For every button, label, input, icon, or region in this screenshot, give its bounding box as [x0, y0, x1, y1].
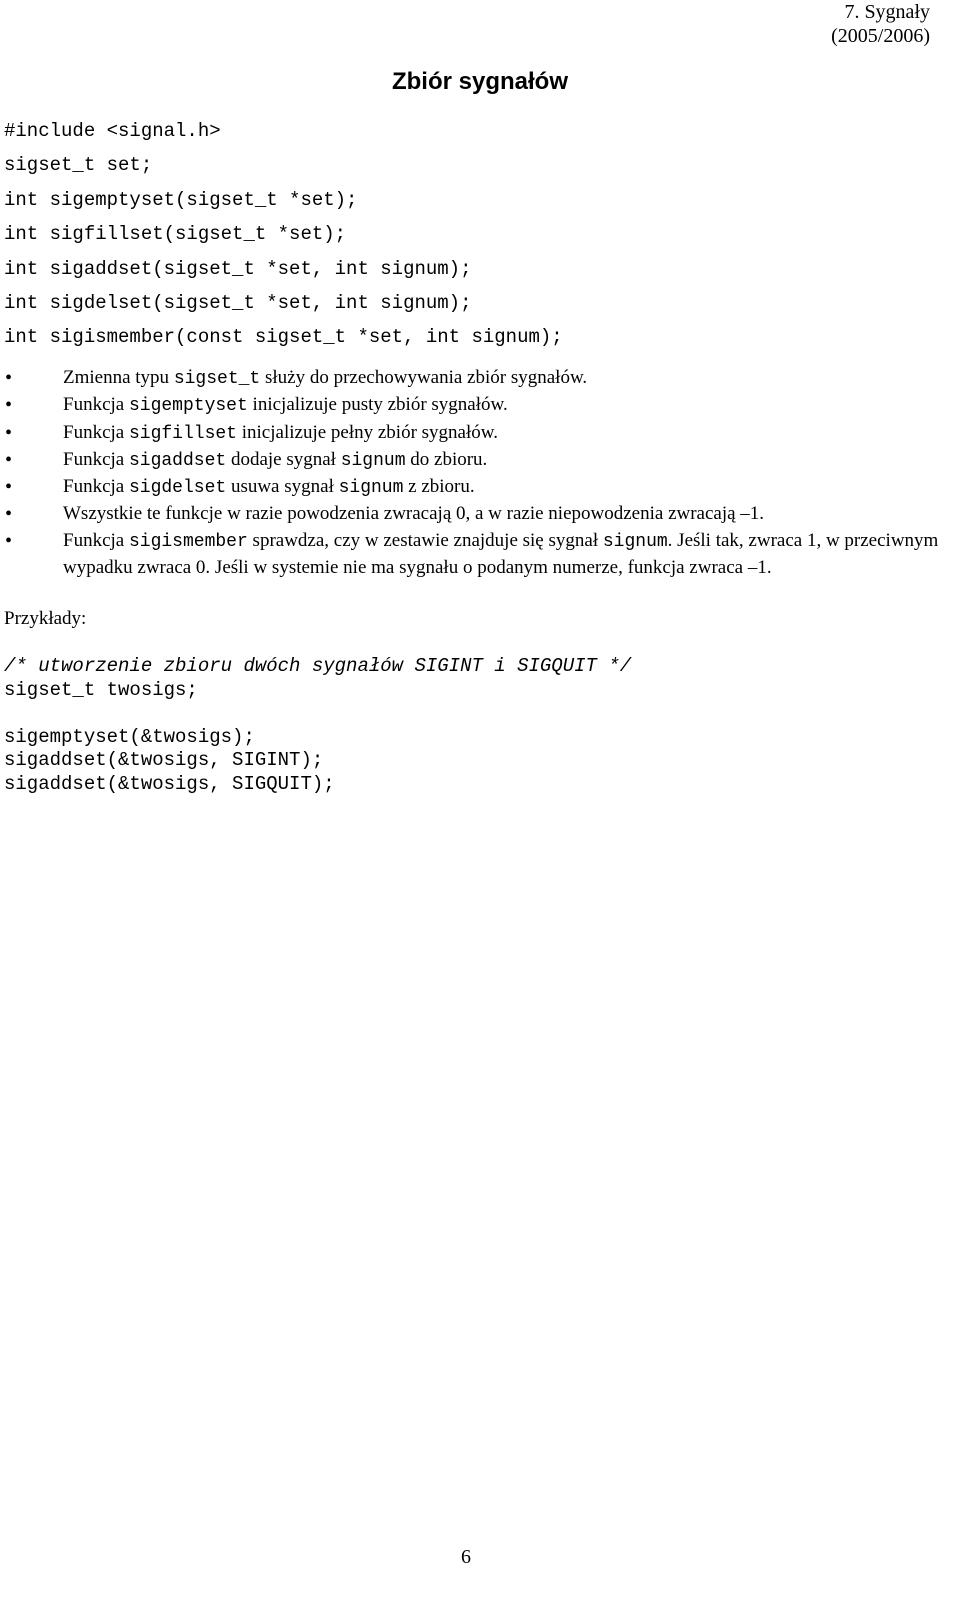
- code-comment: /* utworzenie zbioru dwóch sygnałów SIGINT i SIGQUIT */: [4, 655, 632, 677]
- code-line: sigset_t set;: [4, 154, 153, 177]
- bullet-text: służy do przechowywania zbiór sygnałów.: [260, 367, 588, 388]
- bullet-text: usuwa sygnał: [226, 476, 339, 498]
- year-label: (2005/2006): [831, 25, 930, 47]
- bullet-text: z zbioru.: [403, 476, 475, 498]
- inline-code: signum: [340, 450, 406, 471]
- example-code-block: [4, 655, 631, 797]
- code-line: sigset_t twosigs;: [4, 678, 198, 701]
- bullet-text: inicjalizuje pusty zbiór sygnałów.: [247, 394, 508, 416]
- section-title: [0, 68, 960, 96]
- bullet-text: dodaje sygnał: [226, 448, 341, 470]
- bullet-text: Funkcja: [63, 529, 129, 551]
- bullet-text: . Jeśli tak, zwraca 1, w przeciwnym wypadku zwraca 0. Jeśli w systemie nie ma sygnału o podanym numerze, funkcja zwraca –1.: [63, 529, 939, 579]
- bullet-item: [0, 501, 940, 527]
- page-header: [831, 0, 930, 48]
- code-line: int sigismember(const sigset_t *set, int signum);: [4, 326, 563, 349]
- code-line: sigaddset(&twosigs, SIGQUIT);: [4, 772, 335, 795]
- examples-label: Przykłady:: [4, 608, 87, 629]
- inline-code: sigdelset: [128, 478, 227, 499]
- inline-code: sigfillset: [128, 423, 237, 444]
- code-line: int sigemptyset(sigset_t *set);: [4, 188, 358, 211]
- inline-code: signum: [602, 531, 668, 552]
- bullet-text: Funkcja: [63, 448, 129, 470]
- bullet-text: Wszystkie te funkcje w razie powodzenia zwracają 0, a w razie niepowodzenia zwracają –1.: [63, 503, 765, 525]
- bullet-text: Funkcja: [63, 421, 129, 443]
- code-line: sigaddset(&twosigs, SIGINT);: [4, 749, 324, 772]
- inline-code: sigset_t: [173, 369, 261, 389]
- bullet-text: inicjalizuje pełny zbiór sygnałów.: [237, 421, 498, 443]
- bullet-item: [0, 474, 940, 501]
- inline-code: signum: [338, 478, 404, 499]
- bullet-text: Zmienna typu: [63, 367, 174, 388]
- bullet-item: [0, 365, 940, 392]
- description-list: [0, 365, 940, 581]
- code-line: sigemptyset(&twosigs);: [4, 725, 255, 748]
- section-title-text: Zbiór sygnałów: [391, 68, 568, 95]
- inline-code: sigismember: [128, 531, 248, 552]
- bullet-text: Funkcja: [63, 476, 129, 498]
- inline-code: sigemptyset: [128, 396, 248, 417]
- bullet-text: Funkcja: [63, 394, 129, 416]
- inline-code: sigaddset: [128, 450, 227, 471]
- bullet-item: [0, 447, 940, 474]
- bullet-item: [0, 528, 940, 582]
- code-line: int sigdelset(sigset_t *set, int signum);: [4, 291, 472, 314]
- code-line: #include <signal.h>: [4, 120, 221, 142]
- declarations-code-block: [4, 114, 563, 355]
- code-line: [4, 702, 631, 726]
- page-number: 6: [461, 1546, 471, 1568]
- bullet-item: [0, 420, 940, 447]
- bullet-text: sprawdza, czy w zestawie znajduje się sygnał: [247, 529, 603, 551]
- chapter-label: 7. Sygnały: [844, 1, 930, 23]
- bullet-item: [0, 392, 940, 419]
- code-line: int sigaddset(sigset_t *set, int signum);: [4, 257, 472, 280]
- bullet-text: do zbioru.: [405, 448, 488, 470]
- code-line: int sigfillset(sigset_t *set);: [4, 223, 347, 246]
